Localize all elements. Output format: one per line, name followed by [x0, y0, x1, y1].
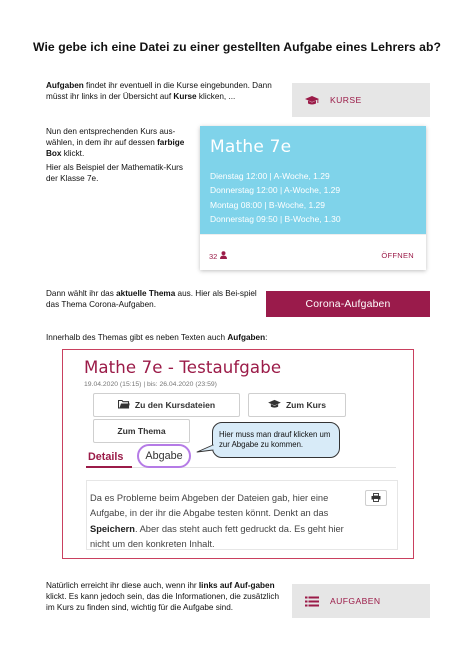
- text: Nun den entsprechenden Kurs aus-wählen, in dem ihr auf dessen: [46, 127, 176, 148]
- callout-pointer: [196, 443, 214, 455]
- text: aus. Hier als Bei-spiel das Thema Corona-Aufgaben.: [46, 289, 257, 310]
- user-icon: [220, 251, 227, 261]
- go-to-course-button[interactable]: [248, 393, 346, 417]
- go-to-topic-button[interactable]: [93, 419, 190, 443]
- course-card-color-box[interactable]: [200, 126, 426, 234]
- graduation-cap-icon: [304, 94, 320, 106]
- course-schedule: [210, 169, 341, 227]
- intro-paragraph: [46, 80, 276, 102]
- aufgaben-menu-button[interactable]: [292, 584, 430, 618]
- course-example-paragraph: Hier als Beispiel der Mathematik-Kurs der Klasse 7e.: [46, 163, 183, 184]
- print-icon: [371, 489, 381, 507]
- page-title: Wie gebe ich eine Datei zu einer gestellten Aufgabe eines Lehrers ab?: [33, 40, 441, 54]
- graduation-cap-icon: [268, 399, 281, 411]
- folder-icon: [118, 399, 130, 411]
- task-screenshot: [62, 349, 414, 559]
- text: klickt.: [61, 149, 85, 159]
- task-description-box: [86, 480, 398, 550]
- go-to-course-label: Zum Kurs: [285, 400, 327, 410]
- corona-aufgaben-button[interactable]: Corona-Aufgaben: [266, 291, 430, 317]
- keyword-kurse: Kurse: [173, 92, 197, 102]
- keyword-aufgaben: Aufgaben: [227, 333, 266, 342]
- text: Innerhalb des Themas gibt es neben Texten auch: [46, 333, 228, 342]
- closing-paragraph: [46, 580, 282, 614]
- active-tab-indicator: [86, 466, 132, 468]
- course-files-button[interactable]: [93, 393, 240, 417]
- schedule-line: Montag 08:00 | B-Woche, 1.29: [210, 199, 325, 210]
- print-button[interactable]: [365, 490, 387, 506]
- text: :: [265, 333, 268, 342]
- text: klickt. Es kann jedoch sein, das die Informationen, die zusätzlich im Kurs zu finden sind, wichtig für die Aufgabe sind.: [46, 592, 280, 613]
- open-course-link[interactable]: ÖFFNEN: [381, 251, 414, 260]
- aufgaben-label: AUFGABEN: [330, 596, 381, 606]
- hint-callout: Hier muss man drauf klicken um zur Abgabe zu kommen.: [212, 422, 340, 458]
- task-title: Mathe 7e - Testaufgabe: [84, 358, 282, 377]
- course-select-paragraph: [46, 126, 196, 160]
- topic-paragraph: [46, 288, 260, 310]
- tasks-icon: [304, 595, 320, 607]
- course-files-label: Zu den Kursdateien: [134, 400, 216, 410]
- text: Dann wählt ihr das: [46, 289, 117, 298]
- keyword-aktuelle-thema: aktuelle Thema: [116, 289, 176, 298]
- task-dates: 19.04.2020 (15:15) | bis: 26.04.2020 (23:59): [84, 381, 217, 388]
- course-card[interactable]: [200, 126, 426, 270]
- keyword-aufgaben: Aufgaben: [46, 81, 84, 90]
- kurse-label: KURSE: [330, 95, 362, 105]
- keyword-farbige-box: farbige Box: [46, 138, 185, 159]
- schedule-line: Donnerstag 09:50 | B-Woche, 1.30: [210, 214, 341, 225]
- keyword-links-auf-aufgaben: links auf Auf-gaben: [198, 581, 275, 590]
- text: Da es Probleme beim Abgeben der Dateien gab, hier eine Aufgabe, in der ihr die Abgabe testen könnt. Denkt an das: [90, 493, 329, 519]
- tab-abgabe[interactable]: Abgabe: [137, 444, 191, 468]
- schedule-line: Dienstag 12:00 | A-Woche, 1.29: [210, 171, 330, 181]
- tab-details[interactable]: Details: [88, 451, 124, 463]
- kurse-menu-button[interactable]: [292, 83, 430, 117]
- task-description: [90, 491, 360, 553]
- tab-divider: [86, 467, 396, 468]
- member-count-value: 32: [209, 251, 218, 261]
- go-to-topic-label: Zum Thema: [117, 426, 166, 436]
- text: . Aber das steht auch fett gedruckt da. Es geht hier nicht um den konkreten Inhalt.: [90, 523, 344, 550]
- schedule-line: Donnerstag 12:00 | A-Woche, 1.29: [210, 185, 341, 196]
- tasks-intro-paragraph: [46, 332, 346, 343]
- text: findet ihr eventuell in die Kurse eingebunden. Dann müsst ihr links in der Übersicht auf: [46, 81, 272, 102]
- course-card-footer: [200, 234, 426, 270]
- course-title: Mathe 7e: [210, 137, 292, 157]
- keyword-speichern: Speichern: [90, 523, 135, 534]
- text: klicken, ...: [196, 92, 236, 102]
- text: Natürlich erreicht ihr diese auch, wenn ihr: [46, 581, 199, 590]
- member-count: [209, 251, 227, 261]
